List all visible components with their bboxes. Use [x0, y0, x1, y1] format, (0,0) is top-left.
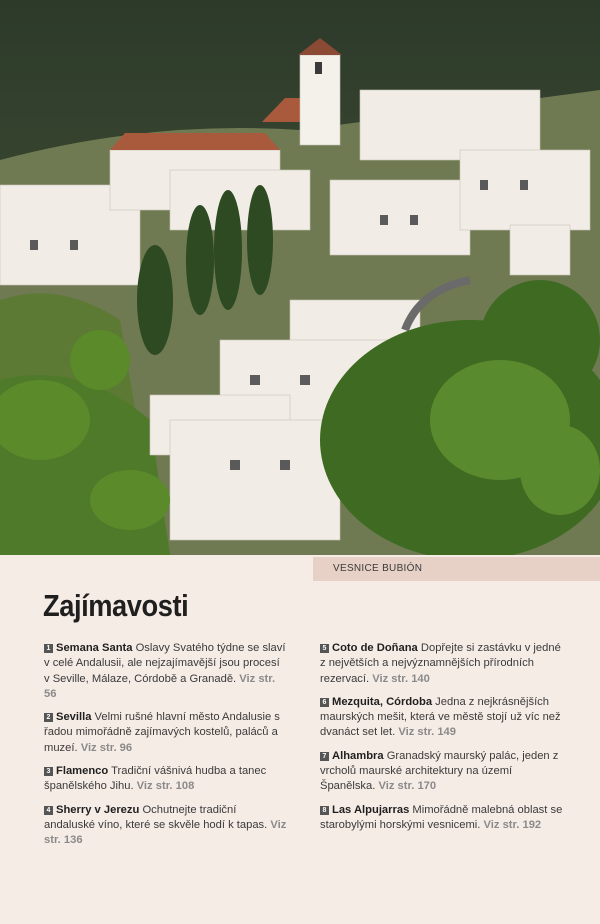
list-item: [320, 749, 564, 795]
item-name: Sevilla: [56, 711, 92, 724]
page-reference: Viz str. 56: [44, 672, 276, 700]
item-number: 5: [320, 644, 329, 653]
highlights-column-left: [44, 641, 288, 857]
item-text: Ochutnejte tradiční andaluské víno, které se skvěle hodí k tapas.: [44, 803, 271, 831]
item-number: 6: [320, 698, 329, 707]
page-reference: Viz str. 192: [483, 818, 542, 831]
item-text: Oslavy Svatého týdne se slaví v celé Andalusii, ale nejzajímavější jsou procesí v Seville, Málaze, Córdobě a Granadě.: [44, 642, 286, 685]
page-reference: Viz str. 136: [44, 818, 287, 847]
highlights-list: [44, 641, 564, 857]
list-item: [320, 803, 564, 834]
item-name: Mezquita, Córdoba: [332, 695, 433, 708]
list-item: [44, 764, 288, 795]
list-item: [320, 695, 564, 741]
page-reference: Viz str. 96: [80, 741, 133, 754]
page-reference: Viz str. 140: [372, 672, 430, 685]
item-number: 1: [44, 644, 53, 653]
item-number: 2: [44, 713, 53, 722]
highlights-column-right: [320, 641, 564, 857]
item-name: Alhambra: [332, 749, 384, 762]
item-text: Jedna z nejkrásnějších maurských mešit, která ve městě stojí už víc než dvanáct set let.: [320, 695, 561, 739]
page-title: Zajímavosti: [43, 588, 189, 623]
list-item: [44, 710, 288, 756]
item-number: 3: [44, 767, 53, 776]
list-item: [44, 641, 288, 702]
photo-caption: VESNICE BUBIÓN: [313, 557, 600, 581]
item-text: Velmi rušné hlavní město Andalusie s řadou mimořádně zajímavých kostelů, paláců a muzeí.: [44, 711, 280, 754]
item-name: Flamenco: [56, 765, 109, 778]
item-text: Tradiční vášnivá hudba a tanec španělského Jihu.: [44, 765, 267, 793]
item-text: Dopřejte si zastávku v jedné z největších a nejvýznamnějších přírodních rezervací.: [320, 642, 561, 685]
page-reference: Viz str. 108: [136, 780, 195, 793]
item-number: 7: [320, 752, 329, 761]
item-name: Sherry v Jerezu: [56, 803, 140, 816]
item-name: Coto de Doñana: [332, 642, 418, 654]
page-reference: Viz str. 170: [378, 780, 437, 793]
item-text: Granadský maurský palác, jeden z vrcholů maurské architektury na území Španělska.: [320, 749, 559, 793]
item-name: Las Alpujarras: [332, 803, 410, 816]
item-number: 8: [320, 806, 329, 815]
item-name: Semana Santa: [56, 642, 133, 654]
list-item: [44, 803, 288, 849]
page-reference: Viz str. 149: [398, 726, 456, 739]
list-item: [320, 641, 564, 687]
item-text: Mimořádně malebná oblast se starobylými horskými vesnicemi.: [320, 803, 563, 831]
item-number: 4: [44, 806, 53, 815]
